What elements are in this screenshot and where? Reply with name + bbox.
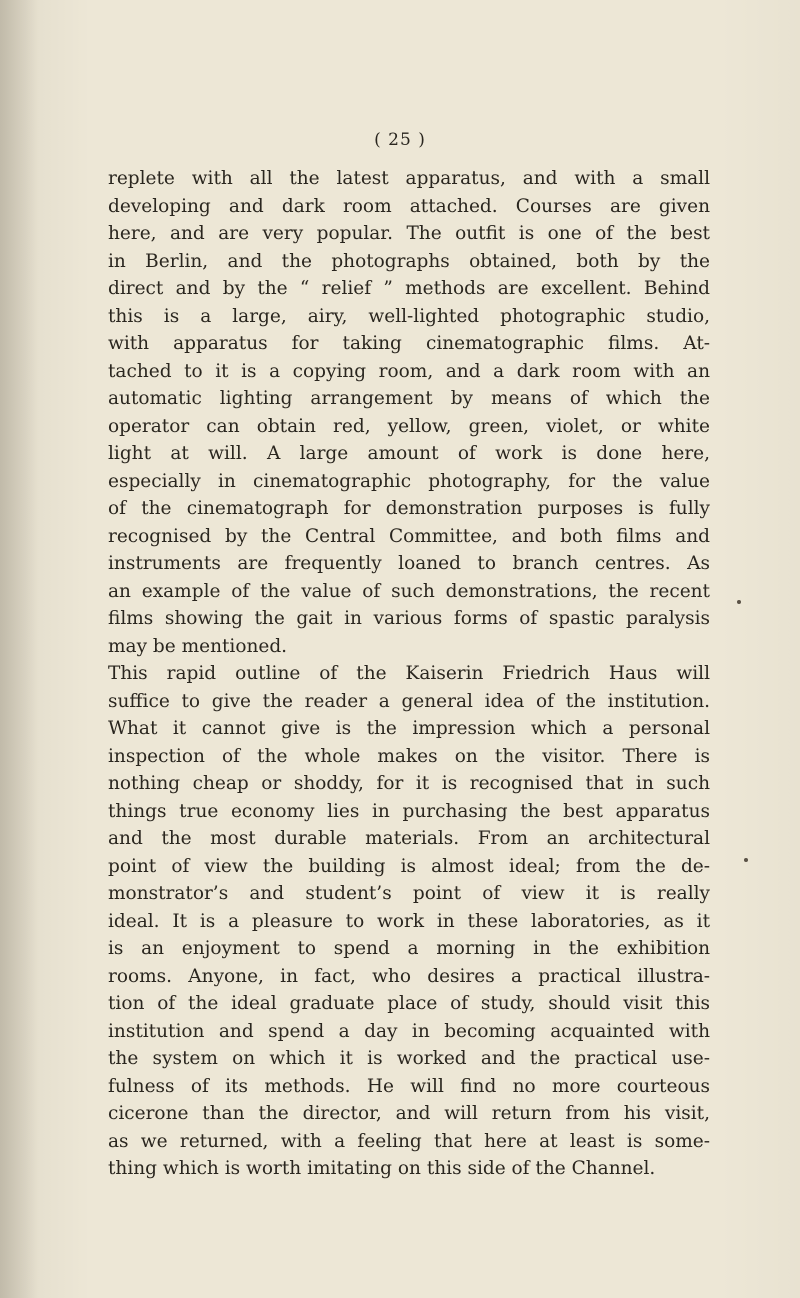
- text-line: may be mentioned.: [108, 635, 288, 657]
- text-line: suffice to give the reader a general idea of the institution.: [108, 690, 710, 712]
- text-line: things true economy lies in purchasing the best apparatus: [108, 800, 710, 822]
- text-line: automatic lighting arrangement by means of which the: [108, 388, 710, 409]
- text-line: an example of the value of such demonstrations, the recent: [108, 580, 710, 602]
- text-line: This rapid outline of the Kaiserin Friedrich Haus will: [108, 663, 710, 684]
- text-line: recognised by the Central Committee, and both films and: [108, 525, 710, 547]
- text-line: What it cannot give is the impression which a personal: [108, 718, 710, 739]
- ink-speck: [744, 858, 748, 862]
- page-number: ( 25 ): [374, 130, 426, 150]
- text-line: this is a large, airy, well-lighted photographic studio,: [108, 305, 710, 327]
- text-line: especially in cinematographic photography, for the value: [108, 470, 710, 492]
- text-line: replete with all the latest apparatus, and with a small: [108, 168, 710, 189]
- text-line: tion of the ideal graduate place of study, should visit this: [108, 993, 710, 1014]
- text-line: fulness of its methods. He will find no more courteous: [108, 1075, 710, 1097]
- text-line: cicerone than the director, and will return from his visit,: [108, 1103, 710, 1124]
- text-line: here, and are very popular. The outfit is one of the best: [108, 223, 710, 244]
- text-line: light at will. A large amount of work is done here,: [108, 443, 710, 464]
- text-line: as we returned, with a feeling that here at least is some-: [108, 1130, 710, 1152]
- text-line: and the most durable materials. From an architectural: [108, 828, 710, 849]
- text-line: films showing the gait in various forms of spastic paralysis: [108, 608, 710, 629]
- page-gutter-shadow: [0, 0, 38, 1298]
- text-line: point of view the building is almost ideal; from the de-: [108, 855, 710, 877]
- text-line: in Berlin, and the photographs obtained, both by the: [108, 250, 710, 272]
- text-line: with apparatus for taking cinematographic films. At-: [108, 333, 710, 354]
- text-line: monstrator’s and student’s point of view it is really: [108, 883, 710, 904]
- text-line: institution and spend a day in becoming acquainted with: [108, 1020, 710, 1042]
- text-line: is an enjoyment to spend a morning in the exhibition: [108, 938, 710, 959]
- text-line: nothing cheap or shoddy, for it is recognised that in such: [108, 773, 710, 794]
- text-line: direct and by the “ relief ” methods are excellent. Behind: [108, 278, 710, 299]
- text-line: instruments are frequently loaned to branch centres. As: [108, 553, 710, 574]
- ink-speck: [737, 600, 741, 604]
- text-line: ideal. It is a pleasure to work in these laboratories, as it: [108, 910, 710, 932]
- text-line: operator can obtain red, yellow, green, violet, or white: [108, 415, 710, 437]
- text-line: developing and dark room attached. Courses are given: [108, 195, 710, 217]
- body-text: [108, 165, 710, 1183]
- text-line: rooms. Anyone, in fact, who desires a practical illustra-: [108, 965, 710, 987]
- text-line: tached to it is a copying room, and a dark room with an: [108, 360, 710, 382]
- text-line: thing which is worth imitating on this side of the Channel.: [108, 1158, 656, 1179]
- text-line: inspection of the whole makes on the visitor. There is: [108, 745, 710, 767]
- text-line: of the cinematograph for demonstration purposes is fully: [108, 498, 710, 519]
- text-line: the system on which it is worked and the practical use-: [108, 1048, 710, 1069]
